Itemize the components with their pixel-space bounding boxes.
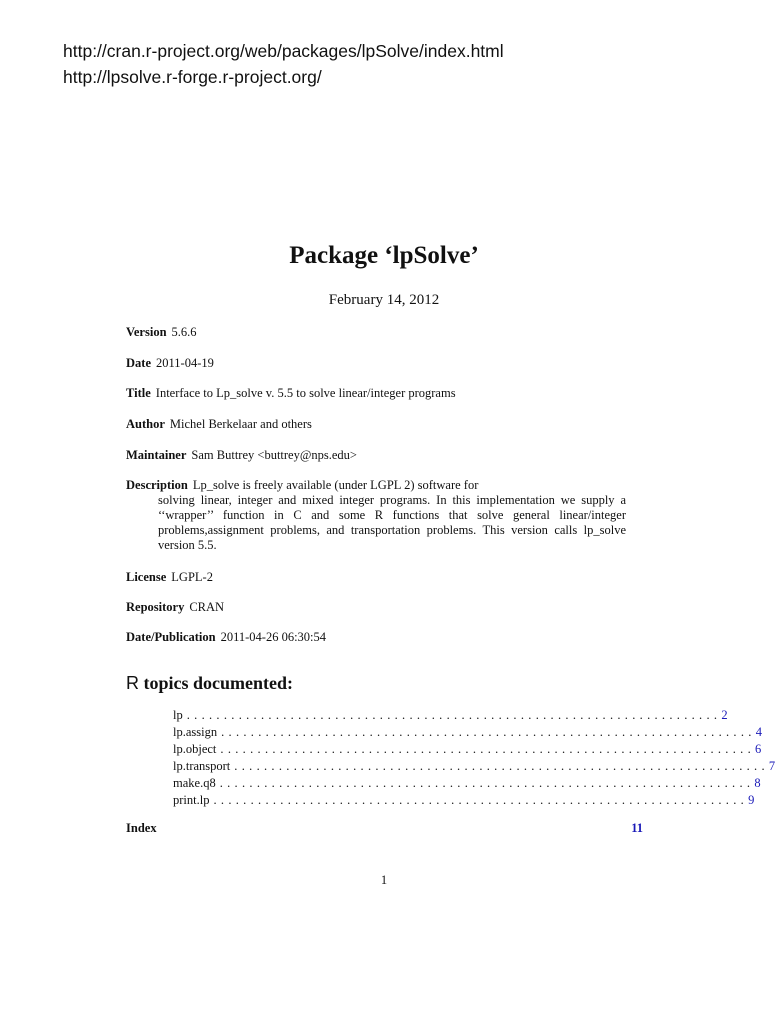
field-value: Michel Berkelaar and others (169, 417, 312, 431)
field-label: Date (126, 356, 151, 370)
field-label: Maintainer (126, 448, 187, 462)
field-value: Interface to Lp_solve v. 5.5 to solve linear/integer programs (155, 386, 456, 400)
toc-item-name: lp.object (173, 742, 217, 756)
field-value: 5.6.6 (171, 325, 197, 339)
toc-item-page-link[interactable]: 4 (755, 725, 762, 739)
document-date: February 14, 2012 (328, 292, 440, 308)
field-value: 2011-04-19 (156, 356, 214, 370)
field-value: CRAN (189, 600, 225, 614)
index-page-link[interactable]: 11 (631, 821, 643, 835)
field-value: Sam Buttrey <buttrey@nps.edu> (191, 448, 357, 462)
field-label: Title (126, 386, 151, 400)
toc-item-page-link[interactable]: 9 (748, 793, 755, 807)
field-value: LGPL-2 (171, 570, 213, 584)
toc-leader-dots: ........................................................................ (221, 725, 756, 739)
toc-item-lp-object[interactable] (173, 742, 762, 759)
toc-item-make-q8[interactable] (173, 776, 761, 793)
toc-item-lp-assign[interactable] (173, 725, 762, 742)
field-title (126, 386, 626, 401)
field-value: Lp_solve is freely available (under LGPL 2) software for (192, 478, 479, 492)
toc-item-lp-transport[interactable] (173, 759, 775, 776)
topics-heading-text: topics documented: (143, 673, 293, 693)
field-label: Author (126, 417, 165, 431)
toc-leader-dots: ........................................................................ (213, 793, 749, 807)
toc-item-lp[interactable] (173, 708, 728, 725)
field-date-publication (126, 630, 626, 645)
cran-url-link[interactable]: http://cran.r-project.org/web/packages/lpSolve/index.html (63, 41, 504, 61)
field-description (126, 478, 626, 553)
toc-item-print-lp[interactable] (173, 793, 755, 810)
toc-item-name: lp.transport (173, 759, 231, 773)
field-repository (126, 600, 626, 615)
page-number: 1 (380, 873, 388, 887)
field-label: Repository (126, 600, 185, 614)
table-of-contents (173, 708, 775, 810)
field-label: Date/Publication (126, 630, 216, 644)
toc-item-page-link[interactable]: 6 (755, 742, 762, 756)
toc-item-name: lp.assign (173, 725, 218, 739)
field-version (126, 325, 626, 340)
field-label: License (126, 570, 167, 584)
field-license (126, 570, 626, 585)
toc-item-name: print.lp (173, 793, 210, 807)
field-value: 2011-04-26 06:30:54 (220, 630, 327, 644)
field-author (126, 417, 626, 432)
field-label: Version (126, 325, 167, 339)
index-label: Index (126, 821, 157, 835)
toc-leader-dots: ........................................................................ (186, 708, 722, 722)
toc-item-page-link[interactable]: 8 (754, 776, 761, 790)
topics-heading-r: R (126, 673, 139, 693)
toc-item-page-link[interactable]: 7 (768, 759, 775, 773)
toc-leader-dots: ........................................................................ (219, 776, 755, 790)
toc-item-page-link[interactable]: 2 (721, 708, 728, 722)
toc-item-name: lp (173, 708, 183, 722)
toc-item-name: make.q8 (173, 776, 216, 790)
topics-heading (126, 673, 293, 694)
field-maintainer (126, 448, 626, 463)
rforge-url-link[interactable]: http://lpsolve.r-forge.r-project.org/ (63, 67, 322, 87)
field-label: Description (126, 478, 188, 492)
field-date (126, 356, 626, 371)
source-urls (63, 38, 504, 90)
toc-leader-dots: ........................................................................ (234, 759, 769, 773)
toc-leader-dots: ........................................................................ (220, 742, 755, 756)
toc-index-entry[interactable] (126, 821, 643, 836)
description-continuation: solving linear, integer and mixed integer programs. In this implementation we supply a ‘‘wrapper’’ function in C and some R functions that solve general linear/integer problems,assignment problems, and transportation problems. This version calls lp_solve version 5.5. (158, 493, 626, 552)
page-title: Package ‘lpSolve’ (289, 242, 479, 269)
